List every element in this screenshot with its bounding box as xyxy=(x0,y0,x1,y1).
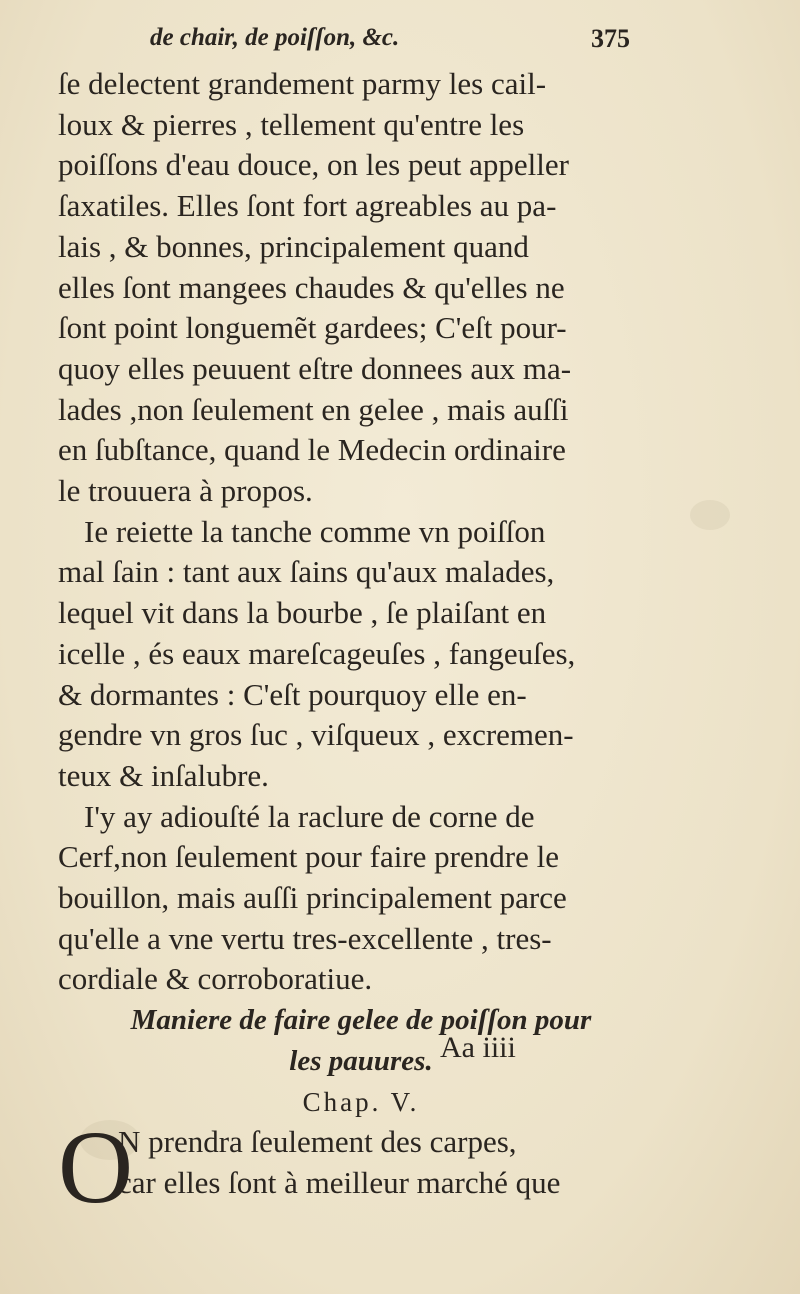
signature-mark: Aa iiii xyxy=(440,1031,516,1064)
chapter-label: Chap. V. xyxy=(302,1086,420,1117)
text-line: lades ,non ſeulement en gelee , mais auſſi xyxy=(58,391,569,427)
text-line: icelle , és eaux mareſcageuſes , fangeuſes, xyxy=(58,635,576,671)
section-heading xyxy=(58,1000,664,1081)
text-line: loux & pierres , tellement qu'entre les xyxy=(58,106,525,142)
text-line: ſe delectent grandement parmy les cail- xyxy=(58,66,547,101)
text-block xyxy=(58,64,664,1226)
text-line: lais , & bonnes, principalement quand xyxy=(58,228,529,264)
paragraph-3 xyxy=(58,797,664,1001)
page-number: 375 xyxy=(591,24,630,53)
text-line: en ſubſtance, quand le Medecin ordinaire xyxy=(58,432,566,468)
drop-cap: O xyxy=(58,1110,134,1226)
paragraph-1 xyxy=(58,64,664,512)
text-line: poiſſons d'eau douce, on les peut appeller xyxy=(58,147,569,183)
text-line: ſaxatiles. Elles ſont fort agreables au pa- xyxy=(58,188,557,224)
text-line: cordiale & corroboratiue. xyxy=(58,961,373,997)
page-header xyxy=(150,20,630,66)
running-head: de chair, de poiſſon, &c. xyxy=(150,24,400,51)
text-line: le trouuera à propos. xyxy=(58,473,313,509)
opening-paragraph xyxy=(58,1110,664,1226)
text-line: car elles ſont à meilleur marché que xyxy=(118,1164,561,1200)
text-line: gendre vn gros ſuc , viſqueux , excremen- xyxy=(58,717,574,753)
paper-stain xyxy=(690,500,730,530)
text-line: elles ſont mangees chaudes & qu'elles ne xyxy=(58,269,565,305)
text-line: mal ſain : tant aux ſains qu'aux malades, xyxy=(58,554,555,590)
text-line: quoy elles peuuent eſtre donnees aux ma- xyxy=(58,350,572,386)
text-line: ſont point longuemẽt gardees; C'eſt pour- xyxy=(58,310,567,346)
text-line: bouillon, mais auſſi principalement parce xyxy=(58,880,567,916)
text-line: qu'elle a vne vertu tres-excellente , tres- xyxy=(58,920,552,956)
text-line: & dormantes : C'eſt pourquoy elle en- xyxy=(58,676,527,712)
text-line: Cerf,non ſeulement pour faire prendre le xyxy=(58,839,559,875)
text-line: lequel vit dans la bourbe , ſe plaiſant en xyxy=(58,595,547,631)
text-line: teux & inſalubre. xyxy=(58,757,269,793)
text-line: I'y ay adiouſté la raclure de corne de xyxy=(84,798,535,834)
section-heading-line-1: Maniere de faire gelee de poiſſon pour xyxy=(130,1004,592,1037)
paragraph-2 xyxy=(58,512,664,797)
text-line: Ie reiette la tanche comme vn poiſſon xyxy=(84,513,546,549)
section-heading-line-2: les pauures. xyxy=(289,1044,433,1077)
text-line: N prendra ſeulement des carpes, xyxy=(118,1124,517,1160)
